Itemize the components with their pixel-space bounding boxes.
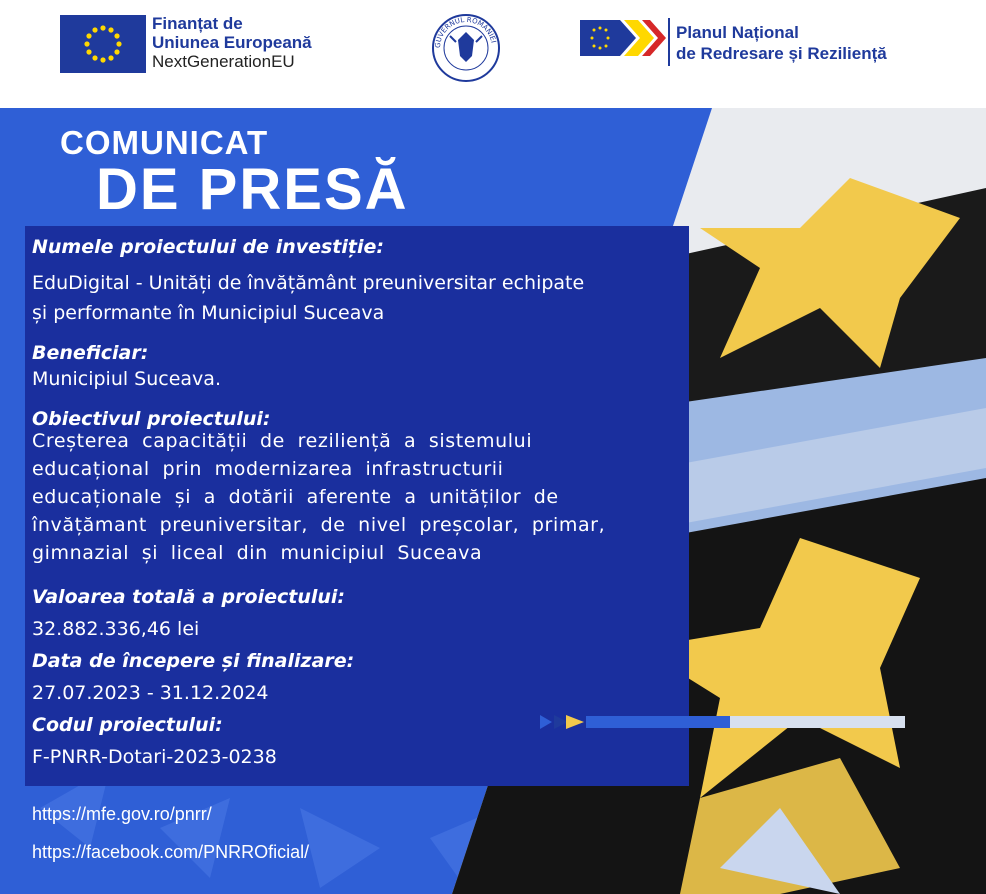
- beneficiary-label: Beneficiar:: [32, 342, 149, 364]
- project-code-value: F-PNRR-Dotari-2023-0238: [32, 746, 277, 768]
- project-name-line-1: EduDigital - Unități de învățământ preuniversitar echipate: [32, 272, 585, 294]
- header-bar: [0, 0, 986, 108]
- pnrr-logo-icon: [580, 20, 666, 56]
- objective-line-5: gimnazial și liceal din municipiul Suceava: [32, 542, 483, 564]
- pnrr-line-1: Planul Național: [676, 23, 799, 42]
- eu-line-1: Finanțat de: [152, 14, 243, 33]
- government-seal-icon: [430, 12, 502, 84]
- seal-text: GUVERNUL ROMÂNIEI: [433, 15, 498, 49]
- project-name-label: Numele proiectului de investiție:: [32, 236, 384, 258]
- beneficiary-value: Municipiul Suceava.: [32, 368, 221, 390]
- objective-label: Obiectivul proiectului:: [32, 408, 271, 430]
- pnrr-divider: [668, 18, 670, 66]
- decorative-progress-bar: [540, 714, 905, 730]
- facebook-link[interactable]: https://facebook.com/PNRROficial/: [32, 842, 310, 862]
- project-name-line-2: și performante în Municipiul Suceava: [32, 302, 385, 324]
- eu-flag-icon: [60, 15, 146, 73]
- pnrr-title: [676, 22, 887, 64]
- total-value-label: Valoarea totală a proiectului:: [32, 586, 345, 608]
- press-release-banner: [0, 108, 986, 894]
- eu-funding-text: [152, 14, 312, 71]
- eu-line-2: Uniunea Europeană: [152, 33, 312, 52]
- dates-label: Data de începere și finalizare:: [32, 650, 355, 672]
- dates-value: 27.07.2023 - 31.12.2024: [32, 682, 269, 704]
- project-code-label: Codul proiectului:: [32, 714, 223, 736]
- mfe-link[interactable]: https://mfe.gov.ro/pnrr/: [32, 804, 212, 824]
- objective-line-2: educațional prin modernizarea infrastructurii: [32, 458, 504, 480]
- objective-line-4: învățămant preuniversitar, de nivel preșcolar, primar,: [32, 514, 606, 536]
- title-line-1: COMUNICAT: [60, 124, 269, 161]
- title-line-2: DE PRESĂ: [96, 157, 409, 222]
- objective-line-1: Creșterea capacității de reziliență a sistemului: [32, 430, 533, 452]
- pnrr-line-2: de Redresare și Reziliență: [676, 44, 887, 63]
- eu-line-3: NextGenerationEU: [152, 52, 295, 71]
- objective-line-3: educaționale și a dotării aferente a unităților de: [32, 486, 559, 508]
- total-value: 32.882.336,46 lei: [32, 618, 200, 640]
